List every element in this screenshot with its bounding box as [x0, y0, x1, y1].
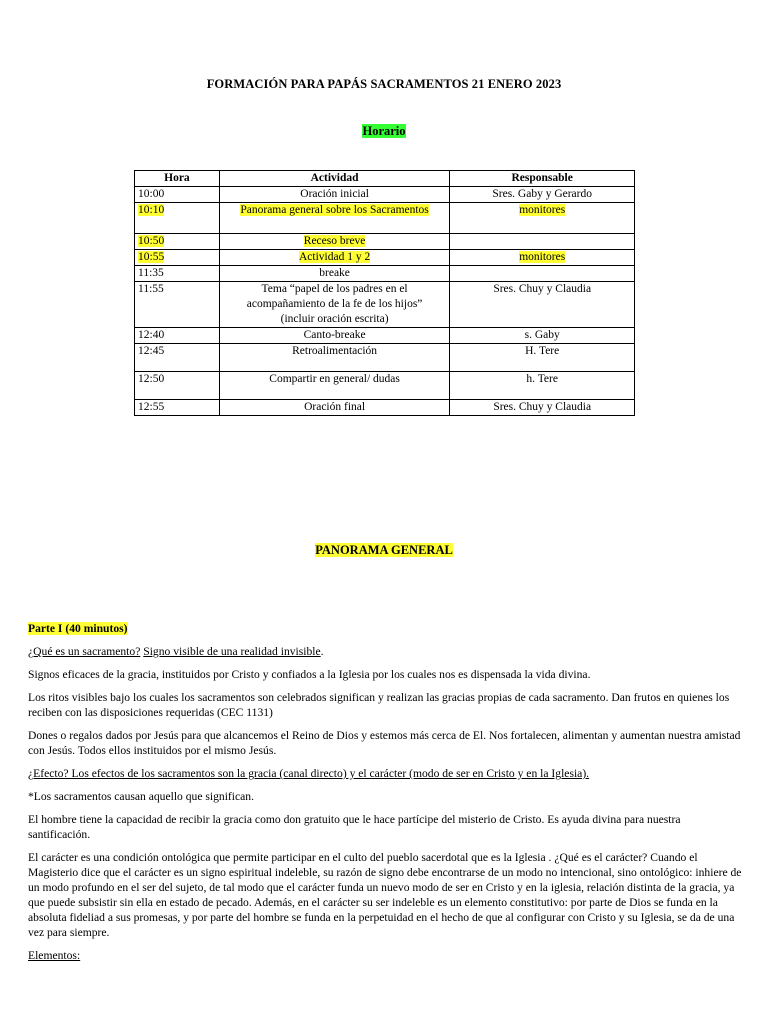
table-row	[135, 328, 635, 344]
table-row	[135, 187, 635, 203]
cell-hora	[135, 234, 220, 250]
actividad-text: Actividad 1 y 2	[298, 251, 371, 263]
cell-actividad	[219, 234, 450, 250]
cell-hora	[135, 187, 220, 203]
paragraph: Los ritos visibles bajo los cuales los sacramentos son celebrados significan y realizan las gracias propias de cada sacramento. Dan frutos en quienes los reciben con las disposiciones requeridas (CEC 1131)	[28, 691, 730, 719]
cell-responsable	[450, 203, 635, 234]
hora-text: 12:40	[138, 329, 165, 341]
actividad-text: breake	[319, 267, 350, 279]
document-body	[28, 621, 744, 971]
table-row	[135, 372, 635, 400]
cell-actividad	[219, 344, 450, 372]
responsable-text: Sres. Chuy y Claudia	[493, 283, 592, 295]
column-header-actividad: Actividad	[219, 171, 450, 187]
actividad-text: Canto-breake	[303, 329, 366, 341]
hora-text: 11:55	[138, 283, 164, 295]
cell-hora	[135, 203, 220, 234]
cell-actividad	[219, 250, 450, 266]
schedule-heading	[0, 124, 768, 139]
cell-actividad	[219, 282, 450, 328]
cell-responsable	[450, 187, 635, 203]
table-row	[135, 234, 635, 250]
cell-responsable	[450, 372, 635, 400]
cell-actividad	[219, 400, 450, 416]
cell-responsable	[450, 282, 635, 328]
answer-text: Signo visible de una realidad invisible	[143, 645, 321, 658]
cell-actividad	[219, 203, 450, 234]
section-title	[0, 543, 768, 558]
cell-actividad	[219, 372, 450, 400]
cell-responsable	[450, 266, 635, 282]
cell-responsable	[450, 328, 635, 344]
paragraph: Dones o regalos dados por Jesús para que alcancemos el Reino de Dios y estemos más cerca de El. Nos fortalecen, alimentan y aumentan nuestra amistad con Jesús. Todos ellos instituidos por el mismo Jesús.	[28, 729, 741, 757]
hora-text: 10:55	[138, 251, 165, 263]
actividad-text: Retroalimentación	[292, 345, 378, 357]
actividad-text: Panorama general sobre los Sacramentos	[240, 204, 429, 216]
schedule-heading-text: Horario	[362, 124, 406, 138]
cell-hora	[135, 250, 220, 266]
cell-responsable	[450, 400, 635, 416]
responsable-text: H. Tere	[525, 345, 560, 357]
table-row	[135, 250, 635, 266]
column-header-responsable: Responsable	[450, 171, 635, 187]
table-row	[135, 203, 635, 234]
actividad-text: Tema “papel de los padres en el acompañamiento de la fe de los hijos” (incluir oración escrita)	[246, 283, 423, 325]
cell-actividad	[219, 328, 450, 344]
cell-hora	[135, 400, 220, 416]
cell-hora	[135, 282, 220, 328]
paragraph: *Los sacramentos causan aquello que significan.	[28, 790, 255, 803]
column-header-hora: Hora	[135, 171, 220, 187]
question-text: ¿Qué es un sacramento?	[28, 645, 141, 658]
hora-text: 12:55	[138, 401, 165, 413]
cell-actividad	[219, 266, 450, 282]
cell-responsable	[450, 234, 635, 250]
cell-actividad	[219, 187, 450, 203]
paragraph: El carácter es una condición ontológica que permite participar en el culto del pueblo sacerdotal que es la Iglesia . ¿Qué es el carácter? Cuando el Magisterio dice que el carácter es un signo espiritual indeleble, su razón de signo debe encontrarse de un modo no intencional, sino ontológico: inhiere de un modo profundo en el ser del sujeto, de tal modo que el carácter funda un nuevo modo de ser en Cristo y en la iglesia, relación distinta de la gracia, ya que puede subsistir sin ella en estado de pecado. Además, en el carácter su ser indeleble es un elemento constitutivo: por parte de Dios se funda en la absoluta fideliad a sus promesas, y por parte del hombre se funda en la perpetuidad en el hecho de que al configurar con Cristo y su Iglesia, se da de una vez para siempre.	[28, 851, 742, 939]
document-title: FORMACIÓN PARA PAPÁS SACRAMENTOS 21 ENERO 2023	[206, 77, 562, 91]
cell-hora	[135, 344, 220, 372]
elements-heading: Elementos:	[28, 949, 81, 962]
effect-paragraph: ¿Efecto? Los efectos de los sacramentos son la gracia (canal directo) y el carácter (modo de ser en Cristo y en la Iglesia).	[28, 767, 590, 780]
schedule-table	[134, 170, 635, 416]
paragraph: Signos eficaces de la gracia, instituidos por Cristo y confiados a la Iglesia por los cuales nos es dispensada la vida divina.	[28, 668, 591, 681]
responsable-text: h. Tere	[526, 373, 558, 385]
hora-text: 12:45	[138, 345, 165, 357]
responsable-text: monitores	[519, 251, 566, 263]
answer-end: .	[320, 645, 324, 658]
cell-hora	[135, 328, 220, 344]
hora-text: 10:10	[138, 204, 165, 216]
table-row	[135, 344, 635, 372]
responsable-text: monitores	[519, 204, 566, 216]
section-title-text: PANORAMA GENERAL	[315, 543, 453, 557]
hora-text: 10:00	[138, 188, 165, 200]
schedule-header-row	[135, 171, 635, 187]
question-paragraph	[28, 644, 744, 659]
hora-text: 10:50	[138, 235, 165, 247]
table-row	[135, 266, 635, 282]
responsable-text: Sres. Gaby y Gerardo	[492, 188, 592, 200]
actividad-text: Receso breve	[303, 235, 366, 247]
table-row	[135, 282, 635, 328]
cell-responsable	[450, 344, 635, 372]
hora-text: 12:50	[138, 373, 165, 385]
cell-hora	[135, 266, 220, 282]
cell-hora	[135, 372, 220, 400]
actividad-text: Oración final	[304, 401, 366, 413]
paragraph: El hombre tiene la capacidad de recibir la gracia como don gratuito que le hace partícipe del misterio de Cristo. Es ayuda divina para nuestra santificación.	[28, 813, 681, 841]
actividad-text: Oración inicial	[300, 188, 369, 200]
part-title	[28, 621, 744, 636]
responsable-text: Sres. Chuy y Claudia	[493, 401, 592, 413]
hora-text: 11:35	[138, 267, 164, 279]
responsable-text: s. Gaby	[524, 329, 560, 341]
table-row	[135, 400, 635, 416]
actividad-text: Compartir en general/ dudas	[269, 373, 400, 385]
part-title-text: Parte I (40 minutos)	[28, 622, 128, 635]
cell-responsable	[450, 250, 635, 266]
